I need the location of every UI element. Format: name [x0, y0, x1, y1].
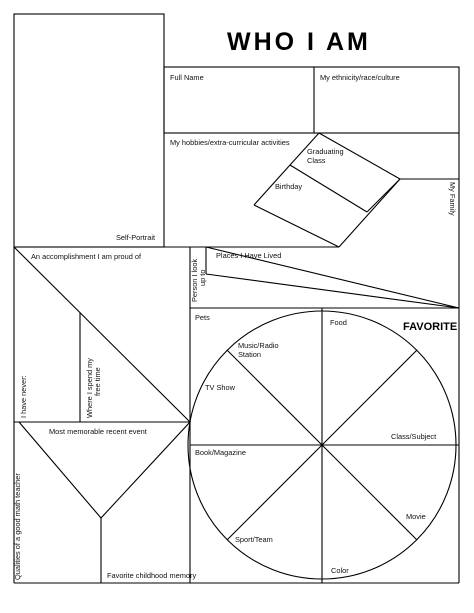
self-portrait-label: Self-Portrait — [116, 233, 156, 242]
self-portrait-box — [14, 14, 164, 247]
top-section-lines — [14, 14, 459, 308]
never-label: I have never: — [19, 375, 28, 418]
fav-sport-label: Sport/Team — [235, 535, 273, 544]
full-name-label: Full Name — [170, 73, 204, 82]
memorable-event-label: Most memorable recent event — [49, 427, 147, 436]
fav-pets-label: Pets — [195, 313, 210, 322]
fav-color-label: Color — [331, 566, 349, 575]
fav-tv-label: TV Show — [205, 383, 235, 392]
fav-book-label: Book/Magazine — [195, 448, 246, 457]
accomplishment-label: An accomplishment I am proud of — [31, 252, 142, 261]
fav-food-label: Food — [330, 318, 347, 327]
childhood-memory-label: Favorite childhood memory — [107, 571, 197, 580]
places-lived-label: Places I Have Lived — [216, 251, 282, 260]
fav-movie-label: Movie — [406, 512, 426, 521]
graduating-class-label-line1: Graduating — [307, 147, 344, 156]
birthday-label: Birthday — [275, 182, 303, 191]
look-up-to-label-line2: up to — [198, 269, 207, 286]
ethnicity-label: My ethnicity/race/culture — [320, 73, 400, 82]
favorite-heading: FAVORITE — [403, 321, 458, 333]
middle-section-lines — [14, 247, 459, 583]
favorite-wheel — [188, 308, 459, 583]
family-label: My Family — [448, 182, 457, 216]
graduating-class-label-line2: Class — [307, 156, 326, 165]
fav-music-label-line1: Music/Radio — [238, 341, 279, 350]
free-time-label-line2: free time — [93, 367, 102, 396]
memorable-event-triangle — [19, 422, 190, 518]
free-time-label-line1: Where I spend my — [85, 358, 94, 418]
math-teacher-label: Qualities of a good math teacher — [13, 473, 22, 580]
fav-class-label: Class/Subject — [391, 432, 437, 441]
page-title: WHO I AM — [227, 28, 371, 56]
look-up-to-label-line1: Person I look — [190, 258, 199, 302]
name-ethnicity-box — [164, 67, 459, 133]
fav-music-label-line2: Station — [238, 350, 262, 359]
bottom-left-lines — [19, 422, 190, 583]
hobbies-label: My hobbies/extra-curricular activities — [170, 138, 290, 147]
